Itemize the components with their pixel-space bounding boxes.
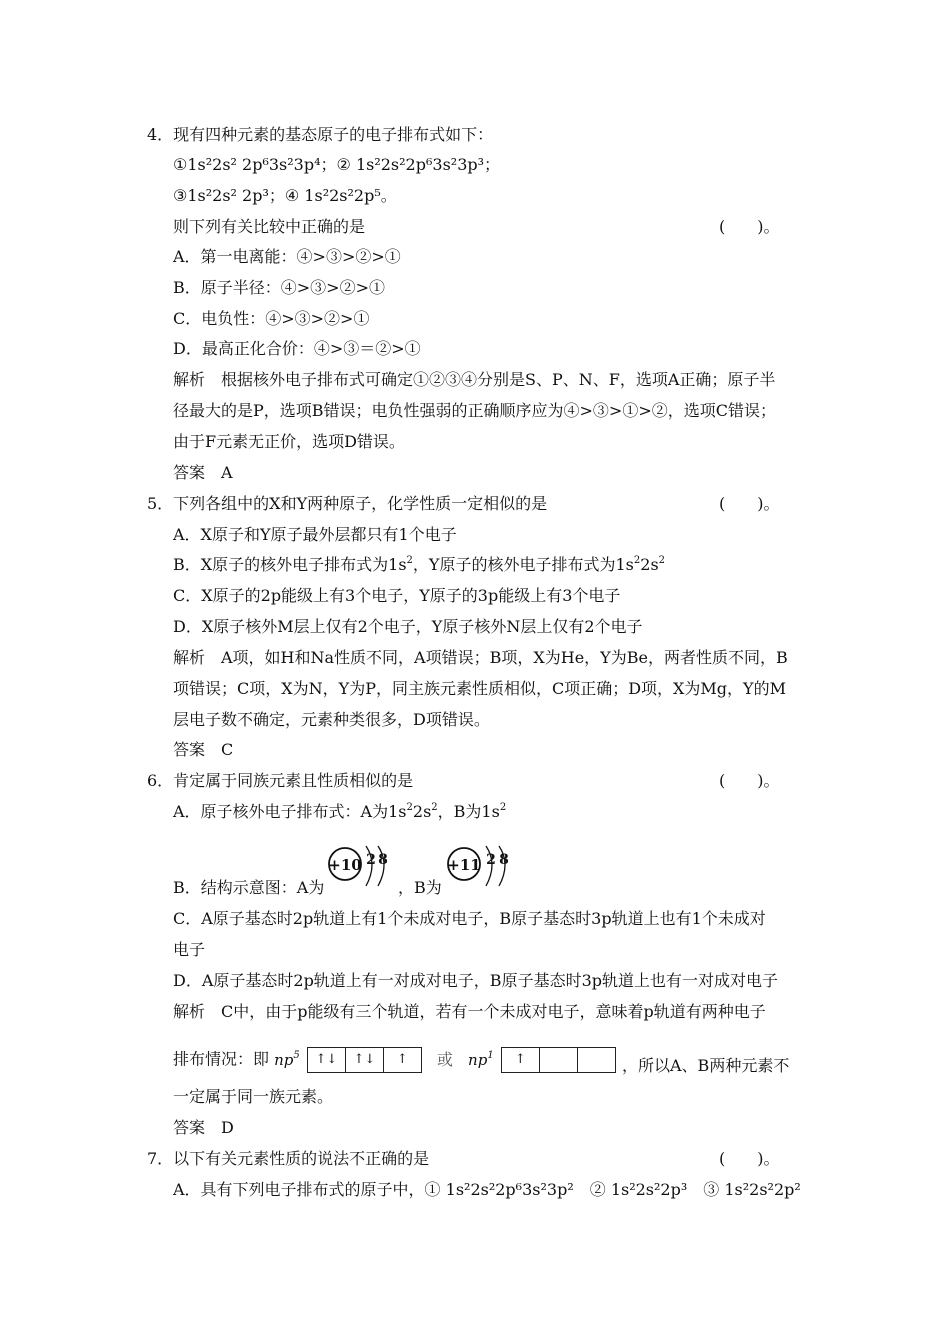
q7-option-a: A．具有下列电子排布式的原子中，① 1s²2s²2p⁶3s²3p² ② 1s²2s²2p³ ③ 1s²2s²2p²: [173, 1180, 801, 1199]
q5-option-c: C．X原子的2p能级上有3个电子，Y原子的3p能级上有3个电子: [173, 586, 621, 605]
q4-analysis-line-2: 径最大的是P，选项B错误；电负性强弱的正确顺序应为④>③>①>②，选项C错误；: [173, 401, 776, 420]
q4-analysis-line-3: 由于F元素无正价，选项D错误。: [173, 432, 405, 451]
q6-option-a-pre: A．原子核外电子排布式：A为1s: [173, 802, 407, 821]
shell-electron-count: 2: [486, 852, 496, 868]
q6-analysis-line-2-pre: 排布情况：即: [173, 1049, 270, 1069]
orbital-box: ↑↓: [308, 1048, 346, 1072]
q6-stem: 6．肯定属于同族元素且性质相似的是: [147, 771, 414, 790]
q6-analysis-line-2-post: ，所以A、B两种元素不: [622, 1056, 790, 1075]
q6-answer-blank: ( )。: [719, 771, 780, 790]
q4-stem: 4．现有四种元素的基态原子的电子排布式如下：: [147, 125, 494, 144]
q5-answer: 答案 C: [173, 740, 234, 759]
q4-answer-blank: ( )。: [719, 217, 780, 236]
nucleus-charge: +11: [447, 856, 481, 874]
q5-stem: 5．下列各组中的X和Y两种原子，化学性质一定相似的是: [147, 494, 548, 513]
q5-answer-blank: ( )。: [719, 494, 780, 513]
np1-superscript: 1: [487, 1049, 494, 1061]
np5-label: [274, 1051, 300, 1069]
q5-option-d: D．X原子核外M层上仅有2个电子，Y原子核外N层上仅有2个电子: [173, 617, 643, 636]
orbital-diagram-np1: [501, 1047, 616, 1073]
shell-electron-count: 8: [499, 852, 509, 868]
nucleus-charge: +10: [328, 856, 362, 874]
superscript: 2: [633, 555, 641, 566]
q5-analysis-line-2: 项错误；C项，X为N，Y为P，同主族元素性质相似，C项正确；D项，X为Mg，Y的M: [173, 679, 786, 698]
q4-answer: 答案 A: [173, 463, 233, 482]
q4-option-b: B．原子半径：④>③>②>①: [173, 278, 385, 297]
q4-option-d: D．最高正化合价：④>③＝②>①: [173, 339, 421, 358]
orbital-box: ↑: [502, 1048, 540, 1072]
q6-option-d: D．A原子基态时2p轨道上有一对成对电子，B原子基态时3p轨道上也有一对成对电子: [173, 971, 778, 990]
superscript: 2: [499, 802, 507, 813]
superscript: 2: [406, 802, 413, 813]
q6-option-b-label: B．结构示意图：A为: [173, 878, 325, 897]
q4-ask: 则下列有关比较中正确的是: [173, 217, 366, 236]
q6-option-a-mid2: ，B为1s: [437, 802, 500, 821]
np1-text: np: [468, 1050, 488, 1069]
q6-option-c-line-1: C．A原子基态时2p轨道上有1个未成对电子，B原子基态时3p轨道上也有1个未成对: [173, 909, 766, 928]
q4-option-c: C．电负性：④>③>②>①: [173, 309, 370, 328]
atom-structure-diagram-a: [326, 840, 396, 892]
q6-option-a: [173, 802, 506, 822]
np5-superscript: 5: [293, 1049, 300, 1061]
or-text: 或: [436, 1049, 453, 1069]
q6-option-a-mid: 2s: [412, 802, 432, 821]
q5-analysis-line-1: 解析 A项，如H和Na性质不同，A项错误；B项，X为He，Y为Be，两者性质不同，B: [173, 648, 788, 667]
atom-structure-diagram-b: [444, 840, 518, 892]
orbital-diagram-np5: [307, 1047, 422, 1073]
q6-option-c-line-2: 电子: [173, 940, 206, 959]
np5-text: np: [274, 1050, 294, 1069]
q7-answer-blank: ( )。: [719, 1149, 780, 1168]
q5-option-a: A．X原子和Y原子最外层都只有1个电子: [173, 525, 457, 544]
shell-electron-count: 8: [378, 852, 388, 868]
q6-answer: 答案 D: [173, 1118, 234, 1137]
q7-stem: 7．以下有关元素性质的说法不正确的是: [147, 1149, 430, 1168]
q5-option-b: [173, 555, 665, 575]
superscript: 2: [406, 555, 413, 566]
superscript: 2: [431, 802, 438, 813]
q6-analysis-line-1: 解析 C中，由于p能级有三个轨道，若有一个未成对电子，意味着p轨道有两种电子: [173, 1002, 766, 1021]
orbital-box: [578, 1048, 615, 1072]
q5-option-b-mid: ，Y原子的核外电子排布式为1s: [412, 555, 634, 574]
shell-electron-count: 2: [366, 852, 376, 868]
q5-analysis-line-3: 层电子数不确定，元素种类很多，D项错误。: [173, 710, 490, 729]
orbital-box: [540, 1048, 578, 1072]
q5-option-b-pre: B．X原子的核外电子排布式为1s: [173, 555, 407, 574]
q5-option-b-mid2: 2s: [640, 555, 659, 574]
q4-config-line-1: ①1s²2s² 2p⁶3s²3p⁴；② 1s²2s²2p⁶3s²3p³；: [173, 155, 501, 174]
np1-label: [468, 1051, 494, 1069]
q4-option-a: A．第一电离能：④>③>②>①: [173, 247, 401, 266]
q6-analysis-line-2: [173, 1046, 616, 1073]
q6-option-b-mid: ，B为: [398, 878, 442, 897]
q6-analysis-line-3: 一定属于同一族元素。: [173, 1087, 334, 1106]
orbital-box: ↑: [396, 1051, 408, 1067]
q4-analysis-line-1: 解析 根据核外电子排布式可确定①②③④分别是S、P、N、F，选项A正确；原子半: [173, 370, 776, 389]
orbital-box: ↑↓: [346, 1048, 384, 1072]
superscript: 2: [658, 555, 666, 566]
q4-config-line-2: ③1s²2s² 2p³；④ 1s²2s²2p⁵。: [173, 186, 397, 205]
